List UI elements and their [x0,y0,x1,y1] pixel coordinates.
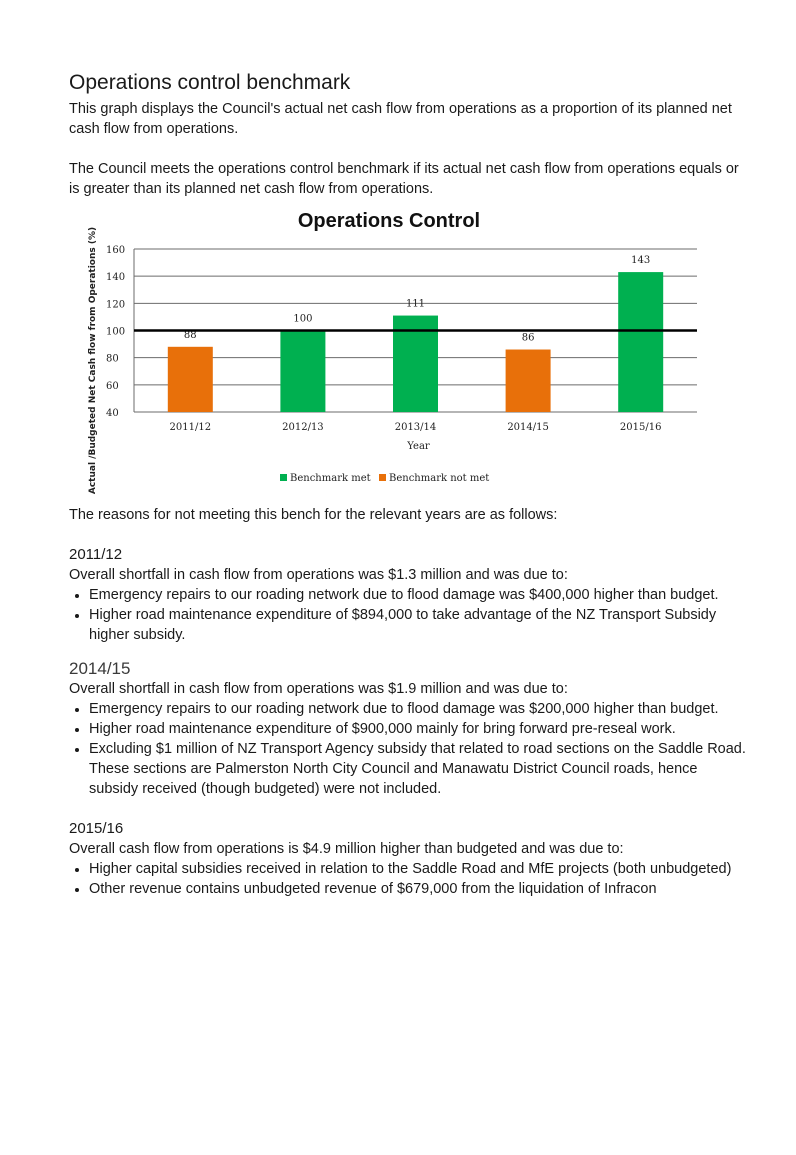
legend-swatch [379,474,386,481]
reasons-intro: The reasons for not meeting this bench for the relevant years are as follows: [69,507,558,523]
page-title: Operations control benchmark [69,71,351,94]
bar [168,347,213,412]
y-tick-label: 100 [106,326,126,338]
bar-value-label: 100 [293,313,313,325]
bar [280,331,325,413]
chart-svg [69,203,749,495]
bullet-list [69,699,749,799]
bar [618,272,663,412]
bar-value-label: 86 [521,332,535,344]
y-tick-label: 160 [106,245,126,256]
x-axis-label: Year [407,441,430,452]
bar [506,350,551,412]
bar-value-label: 143 [631,255,651,267]
list-item: • Emergency repairs to our roading network due to flood damage was $200,000 higher than budget. [89,699,749,719]
list-item: • Other revenue contains unbudgeted revenue of $679,000 from the liquidation of Infracon [89,879,749,899]
x-tick-label: 2013/14 [394,422,437,433]
list-item: • Higher capital subsidies received in relation to the Saddle Road and MfE projects (both unbudgeted) [89,859,749,879]
section-2015-16 [69,819,749,899]
list-item: • Higher road maintenance expenditure of $894,000 to take advantage of the NZ Transport Subsidy higher subsidy. [89,605,749,645]
y-tick-label: 80 [106,353,119,365]
document-page [69,70,749,899]
intro-paragraph-2: The Council meets the operations control benchmark if its actual net cash flow from operations equals or is greater than its planned net cash flow from operations. [69,161,739,197]
legend-swatch [280,474,287,481]
section-year-heading: 2015/16 [69,820,124,837]
x-tick-label: 2012/13 [282,422,324,433]
list-item: • Excluding $1 million of NZ Transport Agency subsidy that related to road sections on the Saddle Road. These sections are Palmerston North City Council and Manawatu District Council roads, hence subsidy received (though budgeted) were not included. [89,739,749,799]
section-year-heading: 2014/15 [69,659,131,678]
x-tick-label: 2014/15 [507,422,549,433]
y-tick-label: 60 [106,380,119,392]
section-year-heading: 2011/12 [69,546,123,563]
bar-value-label: 88 [183,329,197,341]
section-2014-15 [69,659,749,799]
list-item: • Higher road maintenance expenditure of $900,000 mainly for bring forward pre-reseal work. [89,719,749,739]
section-summary: Overall cash flow from operations is $4.9 million higher than budgeted and was due to: [69,841,624,857]
operations-control-chart [69,203,749,495]
x-tick-label: 2011/12 [169,422,212,433]
y-tick-label: 120 [106,299,126,311]
section-summary: Overall shortfall in cash flow from operations was $1.9 million and was due to: [69,681,568,697]
section-2011-12 [69,545,749,645]
bullet-list [69,585,749,645]
legend-label: Benchmark met [290,473,371,484]
list-item: • Emergency repairs to our roading network due to flood damage was $400,000 higher than budget. [89,585,749,605]
x-tick-label: 2015/16 [619,422,662,433]
bar-value-label: 111 [405,298,426,310]
y-tick-label: 40 [106,408,119,419]
intro-paragraph-1: This graph displays the Council's actual net cash flow from operations as a proportion of its planned net cash flow from operations. [69,101,732,137]
y-axis-label: Actual /Budgeted Net Cash flow from Operations (%) [88,226,98,495]
section-summary: Overall shortfall in cash flow from operations was $1.3 million and was due to: [69,567,568,583]
chart-title: Operations Control [297,210,481,232]
bullet-list [69,859,749,899]
y-tick-label: 140 [106,272,126,284]
legend-label: Benchmark not met [389,473,490,484]
